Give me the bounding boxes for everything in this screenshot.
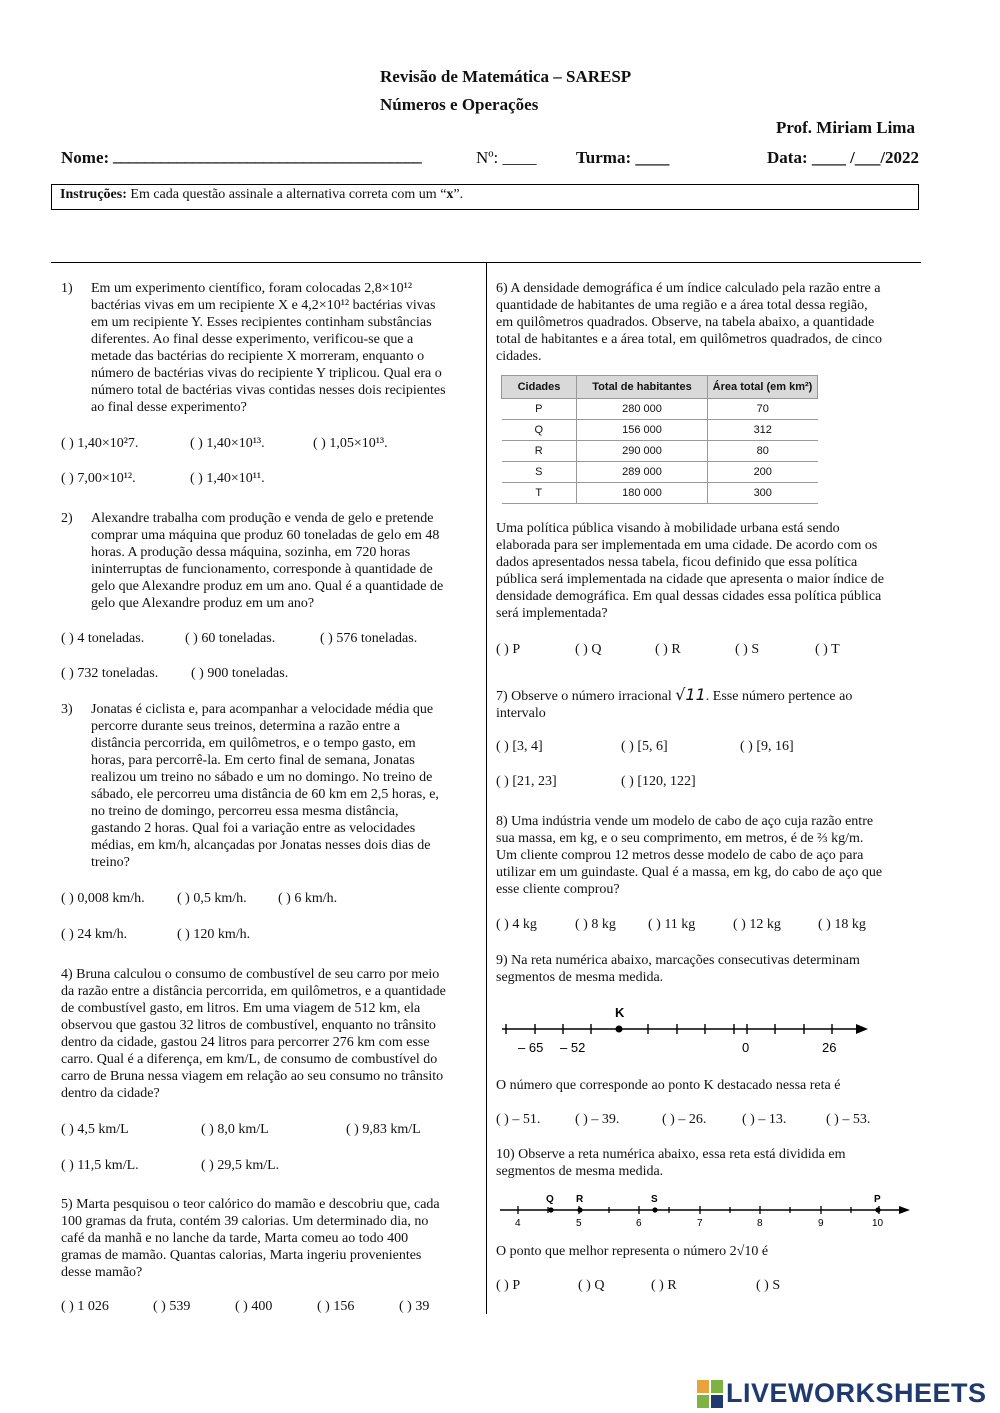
class-field[interactable]: Turma: ____ (576, 148, 670, 167)
option[interactable]: ( ) 6 km/h. (278, 891, 338, 906)
table-cell: 180 000 (577, 483, 708, 504)
option[interactable]: ( ) 0,008 km/h. (61, 891, 145, 906)
question-number: 1) (61, 281, 73, 296)
option[interactable]: ( ) [21, 23] (496, 774, 557, 789)
table-cell: 80 (708, 441, 818, 462)
option[interactable]: ( ) [9, 16] (740, 739, 794, 754)
point-label: R (576, 1194, 584, 1205)
point-label: P (874, 1194, 881, 1205)
question-text-line: gelo que Alexandre produz em um ano. Qual é a quantidade de (91, 579, 444, 594)
option[interactable]: ( ) R (655, 642, 681, 657)
table-row (502, 399, 818, 420)
tick-label: 9 (818, 1218, 824, 1229)
question-text-line: Uma política pública visando à mobilidade urbana está sendo (496, 521, 840, 536)
question-text-line: 100 gramas da fruta, contém 39 calorias. Um determinado dia, no (61, 1214, 429, 1229)
question-text-line: diferentes. Ao final desse experimento, verificou-se que a (91, 332, 414, 347)
tick-label: 5 (576, 1218, 582, 1229)
question-text-line: treino? (91, 855, 130, 870)
tick-label: 8 (757, 1218, 763, 1229)
option[interactable]: ( ) 8 kg (575, 917, 616, 932)
option[interactable]: ( ) P (496, 1278, 521, 1293)
option[interactable]: ( ) – 53. (826, 1112, 871, 1127)
option[interactable]: ( ) 1,40×10¹³. (190, 436, 265, 451)
question-text-line: 5) Marta pesquisou o teor calórico do mamão e descobriu que, cada (61, 1197, 440, 1212)
option[interactable]: ( ) – 26. (662, 1112, 707, 1127)
question-text-line: pública será implementada na cidade que apresenta o maior índice de (496, 572, 884, 587)
option[interactable]: ( ) 156 (317, 1299, 355, 1314)
question-text-line: cidades. (496, 349, 542, 364)
table-cell: 200 (708, 462, 818, 483)
worksheet-subtitle: Números e Operações (380, 95, 539, 114)
option[interactable]: ( ) Q (578, 1278, 605, 1293)
question-text-line: da razão entre a distância percorrida, em quilômetros, e a quantidade (61, 984, 446, 999)
question-text-line: médias, em km/h, alcançadas por Jonatas nesses dois dias de (91, 838, 431, 853)
question-text-line: metade das bactérias do recipiente X morreram, enquanto o (91, 349, 425, 364)
table-cell: 70 (708, 399, 818, 420)
question-text-line: sábado, ele percorreu uma distância de 60 km em 2,5 horas, e, (91, 787, 439, 802)
question-text-line: Em um experimento científico, foram colocadas 2,8×10¹² (91, 281, 413, 296)
question-text-line: gelo que Alexandre produz em um ano? (91, 596, 315, 611)
question-text-line: distância percorrida, em quilômetros, e o tempo gasto, em (91, 736, 416, 751)
question-1 (61, 280, 481, 416)
arrow-head-icon (856, 1024, 868, 1034)
question-10 (496, 1146, 926, 1180)
question-text-line: Jonatas é ciclista e, para acompanhar a velocidade média que (91, 702, 434, 717)
number-line-qrsp (496, 1190, 916, 1230)
question-text-line: percorre durante seus treinos, determina a razão entre a (91, 719, 401, 734)
column-header: Total de habitantes (577, 376, 708, 399)
question-text-line: 9) Na reta numérica abaixo, marcações consecutivas determinam (496, 953, 860, 968)
question-text-line: carro. Qual é a diferença, em km/L, de consumo de combustível do (61, 1052, 438, 1067)
question-8 (496, 813, 926, 898)
question-text-line: ao final desse experimento? (91, 400, 247, 415)
question-text-line: quantidade de habitantes de uma região e a área total dessa região, (496, 298, 868, 313)
table-cell: S (502, 462, 577, 483)
question-text-line: elaborada para ser implementada em uma cidade. De acordo com os (496, 538, 878, 553)
question-7 (496, 686, 926, 722)
question-text-line: carro de Bruna nessa viagem em relação ao seu consumo no trânsito (61, 1069, 444, 1084)
option[interactable]: ( ) 120 km/h. (177, 927, 251, 942)
table-cell: P (502, 399, 577, 420)
question-text-line: total de habitantes e a área total, em quilômetros quadrados, de cinco (496, 332, 883, 347)
question-text: 7) Observe o número irracional (496, 689, 676, 704)
option[interactable]: ( ) [3, 4] (496, 739, 543, 754)
column-header: Cidades (502, 376, 577, 399)
question-text-line: desse mamão? (61, 1265, 143, 1280)
option[interactable]: ( ) 7,00×10¹². (61, 471, 136, 486)
question-text-line: dentro da cidade? (61, 1086, 160, 1101)
tick-label: 7 (697, 1218, 703, 1229)
option[interactable]: ( ) 29,5 km/L. (201, 1158, 280, 1173)
table-cell: R (502, 441, 577, 462)
question-9-prompt: O número que corresponde ao ponto K destacado nessa reta é (496, 1078, 841, 1093)
question-text-line: ininterruptas de funcionamento, corresponde à quantidade de (91, 562, 433, 577)
instructions-text-b: ”. (453, 187, 464, 202)
point-s (652, 1207, 657, 1212)
cities-table (501, 375, 818, 504)
option[interactable]: ( ) 1,40×10²7. (61, 436, 139, 451)
question-text-line: 8) Uma indústria vende um modelo de cabo de aço cuja razão entre (496, 814, 874, 829)
arrow-head-icon (899, 1206, 910, 1214)
question-text-line: segmentos de mesma medida. (496, 1164, 664, 1179)
number-field[interactable]: Nº: ____ (476, 148, 537, 167)
option[interactable]: ( ) 39 (399, 1299, 430, 1314)
question-text-line: horas, para percorrê-la. Em certo final de semana, Jonatas (91, 753, 415, 768)
liveworksheets-logo (697, 1378, 987, 1409)
option[interactable]: ( ) [120, 122] (621, 774, 696, 789)
question-4 (61, 966, 481, 1102)
option[interactable]: ( ) 60 toneladas. (185, 631, 276, 646)
table-cell: Q (502, 420, 577, 441)
option[interactable]: ( ) 1,40×10¹¹. (190, 471, 265, 486)
tick-label: – 52 (560, 1040, 586, 1055)
option[interactable]: ( ) 12 kg (733, 917, 781, 932)
point-r (577, 1207, 582, 1212)
question-text-line: 6) A densidade demográfica é um índice calculado pela razão entre a (496, 281, 881, 296)
table-cell: 156 000 (577, 420, 708, 441)
option[interactable]: ( ) T (815, 642, 840, 657)
question-text-line: café da manhã e no lanche da tarde, Marta comeu ao todo 400 (61, 1231, 409, 1246)
question-text-line: segmentos de mesma medida. (496, 970, 664, 985)
option[interactable]: ( ) 1,05×10¹³. (313, 436, 388, 451)
question-text-line: em quilômetros quadrados. Observe, na tabela abaixo, a quantidade (496, 315, 875, 330)
question-text-line: Alexandre trabalha com produção e venda de gelo e pretende (91, 511, 434, 526)
option[interactable]: ( ) 24 km/h. (61, 927, 128, 942)
tick-label: – 65 (518, 1040, 544, 1055)
point-label: S (651, 1194, 658, 1205)
option[interactable]: ( ) – 39. (575, 1112, 620, 1127)
option[interactable]: ( ) 576 toneladas. (320, 631, 418, 646)
option[interactable]: ( ) 11 kg (648, 917, 696, 932)
option[interactable]: ( ) 0,5 km/h. (177, 891, 247, 906)
question-6-part-2 (496, 520, 926, 622)
table-cell: T (502, 483, 577, 504)
table-cell: 300 (708, 483, 818, 504)
tick-label: 26 (822, 1040, 837, 1055)
point-label: Q (546, 1194, 554, 1205)
question-text-line: comprar uma máquina que produz 60 toneladas de gelo em 48 (91, 528, 440, 543)
option[interactable]: ( ) S (735, 642, 760, 657)
teacher-name: Prof. Miriam Lima (776, 118, 915, 137)
table-row (502, 483, 818, 504)
question-text-line: no treino de domingo, percorreu essa mesma distância, (91, 804, 399, 819)
question-9 (496, 952, 926, 986)
table-cell: 280 000 (577, 399, 708, 420)
option[interactable]: ( ) 539 (153, 1299, 191, 1314)
question-10-prompt: O ponto que melhor representa o número 2√10 é (496, 1244, 769, 1259)
question-text-line: dentro da cidade, gastou 24 litros para percorrer 276 km com esse (61, 1035, 430, 1050)
instructions-box (51, 184, 919, 210)
tick-label: 6 (636, 1218, 642, 1229)
option[interactable]: ( ) P (496, 642, 521, 657)
question-text-line: bactérias vivas em um recipiente X e 4,2×10¹² bactérias vivas (91, 298, 436, 313)
instructions-x: x (446, 187, 454, 202)
sqrt-11: √11 (675, 685, 706, 704)
option[interactable]: ( ) 732 toneladas. (61, 666, 159, 681)
question-text-line: dados apresentados nessa tabela, ficou definido que essa política (496, 555, 858, 570)
name-field[interactable]: _______________________________________ (113, 146, 422, 165)
question-text-line: horas. A produção dessa máquina, sozinha, em 720 horas (91, 545, 411, 560)
option[interactable]: ( ) [5, 6] (621, 739, 668, 754)
question-text-line: de combustível gasto, em litros. Em uma viagem de 512 km, ela (61, 1001, 421, 1016)
question-text-line: será implementada? (496, 606, 608, 621)
tick-label: 10 (872, 1218, 884, 1229)
option[interactable]: ( ) 4,5 km/L (61, 1122, 129, 1137)
question-text-line: número de bactérias vivas do recipiente Y triplicou. Qual era o (91, 366, 442, 381)
point-k-label: K (615, 1005, 625, 1020)
instructions-text-a: Em cada questão assinale a alternativa correta com um “ (126, 187, 447, 202)
question-text-line: intervalo (496, 706, 546, 721)
question-text-line: 4) Bruna calculou o consumo de combustível de seu carro por meio (61, 967, 440, 982)
question-text-line: realizou um treino no sábado e um no domingo. No treino de (91, 770, 433, 785)
question-text-line: esse cliente comprou? (496, 882, 620, 897)
date-field[interactable]: Data: ____ /___/2022 (767, 148, 920, 167)
column-header: Área total (em km²) (708, 376, 818, 399)
table-cell: 290 000 (577, 441, 708, 462)
option[interactable]: ( ) Q (575, 642, 602, 657)
option[interactable]: ( ) – 13. (742, 1112, 787, 1127)
question-text-line: densidade demográfica. Em qual dessas cidades essa política pública (496, 589, 882, 604)
question-text-line: número total de bactérias vivas contidas nesses dois recipientes (91, 383, 446, 398)
question-text-line: gramas de mamão. Quantas calorias, Marta ingeriu provenientes (61, 1248, 422, 1263)
question-text-line: em um recipiente Y. Esses recipientes continham substâncias (91, 315, 432, 330)
liveworksheets-mark-icon (697, 1380, 723, 1408)
column-divider (486, 262, 487, 1314)
option[interactable]: ( ) – 51. (496, 1112, 541, 1127)
option[interactable]: ( ) 11,5 km/L. (61, 1158, 139, 1173)
option[interactable]: ( ) 1 026 (61, 1299, 109, 1314)
number-line-k (496, 1000, 876, 1060)
question-text: . Esse número pertence ao (705, 689, 853, 704)
option[interactable]: ( ) 400 (235, 1299, 273, 1314)
question-text-line: sua massa, em kg, e o seu comprimento, em metros, é de ⅔ kg/m. (496, 831, 864, 846)
tick-label: 4 (515, 1218, 521, 1229)
logo-text: LIVEWORKSHEETS (726, 1378, 987, 1408)
option[interactable]: ( ) 4 toneladas. (61, 631, 145, 646)
point-p (875, 1207, 880, 1212)
option[interactable]: ( ) 9,83 km/L (346, 1122, 421, 1137)
table-row (502, 441, 818, 462)
table-header-row (502, 376, 818, 399)
option[interactable]: ( ) S (756, 1278, 781, 1293)
instructions-label: Instruções: (60, 187, 127, 202)
question-number: 3) (61, 702, 73, 717)
point-q (548, 1207, 553, 1212)
table-cell: 312 (708, 420, 818, 441)
table-row (502, 462, 818, 483)
question-6 (496, 280, 926, 365)
question-3 (61, 701, 481, 871)
name-label: Nome: (61, 148, 110, 167)
question-5 (61, 1196, 481, 1281)
question-text-line: utilizar em um guindaste. Qual é a massa, em kg, do cabo de aço que (496, 865, 883, 880)
question-text-line: Um cliente comprou 12 metros desse modelo de cabo de aço para (496, 848, 864, 863)
option[interactable]: ( ) R (651, 1278, 677, 1293)
option[interactable]: ( ) 8,0 km/L (201, 1122, 269, 1137)
option[interactable]: ( ) 18 kg (818, 917, 866, 932)
table-cell: 289 000 (577, 462, 708, 483)
question-text-line: observou que gastou 32 litros de combustível, enquanto no trânsito (61, 1018, 436, 1033)
option[interactable]: ( ) 900 toneladas. (191, 666, 289, 681)
question-2 (61, 510, 481, 612)
question-text-line: gastando 2 horas. Qual foi a variação entre as velocidades (91, 821, 416, 836)
tick-label: 0 (742, 1040, 750, 1055)
worksheet-title: Revisão de Matemática – SARESP (380, 67, 632, 86)
point-k (616, 1026, 623, 1033)
question-number: 2) (61, 511, 73, 526)
question-text-line: 10) Observe a reta numérica abaixo, essa reta está dividida em (496, 1147, 846, 1162)
table-row (502, 420, 818, 441)
option[interactable]: ( ) 4 kg (496, 917, 537, 932)
